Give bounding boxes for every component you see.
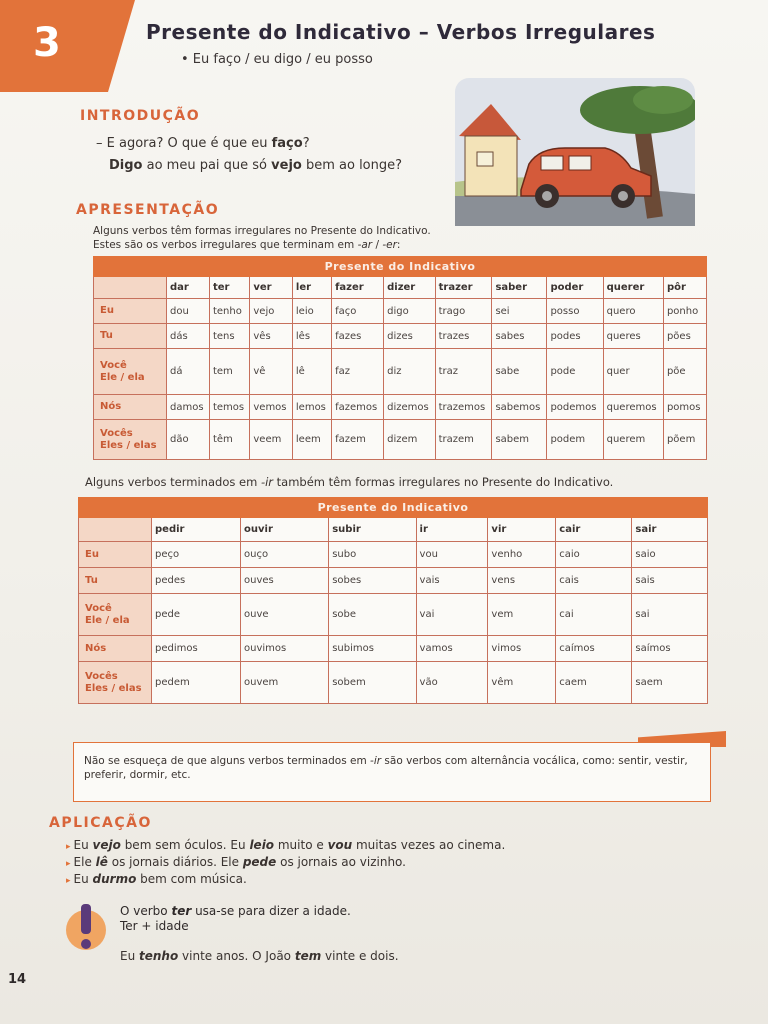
bullet-icon: ▸ [66,859,71,869]
verb-form-cell: vais [416,568,488,594]
verb-form-cell: cai [556,594,632,636]
verb-form-cell: sabes [492,324,547,349]
verb-form-cell: posso [547,299,603,324]
verb-form-cell: leio [292,299,331,324]
verb-form-cell: pede [152,594,241,636]
verb-form-cell: fazemos [332,395,384,420]
verb-header: pôr [663,277,706,299]
verb-form-cell: cais [556,568,632,594]
pronoun-cell: Você Ele / ela [79,594,152,636]
aplicacao-item: ▸ Eu vejo bem sem óculos. Eu leio muito e vou muitas vezes ao cinema. [66,838,506,852]
verb-form-cell: leem [292,420,331,460]
verb-form-cell: lês [292,324,331,349]
verb-header: ouvir [241,518,329,542]
callout-text: Não se esqueça de que alguns verbos terminados em -ir são verbos com alternância vocálica, como: sentir, vestir, preferir, dormir, etc. [84,755,688,781]
page-title: Presente do Indicativo – Verbos Irregulares [146,20,656,44]
verb-form-cell: subo [329,542,416,568]
verb-form-cell: temos [209,395,249,420]
bullet-icon: ▸ [66,842,71,852]
aplicacao-list [66,838,505,889]
verb-form-cell: lê [292,349,331,395]
verb-form-cell: podemos [547,395,603,420]
verb-form-cell: quer [603,349,663,395]
verb-form-cell: põe [663,349,706,395]
verb-form-cell: vês [250,324,293,349]
verb-form-cell: dizem [384,420,436,460]
verb-form-cell: podes [547,324,603,349]
verb-form-cell: pode [547,349,603,395]
verb-form-cell: digo [384,299,436,324]
chapter-badge [0,0,135,92]
verb-header: cair [556,518,632,542]
pronoun-cell: Nós [94,395,167,420]
verb-form-cell: ouve [241,594,329,636]
verb-table-ar-er [93,256,707,460]
verb-form-cell: dou [167,299,210,324]
verb-form-cell: diz [384,349,436,395]
verb-form-cell: vens [488,568,556,594]
verb-form-cell: sobe [329,594,416,636]
bullet-icon: ▸ [66,876,71,886]
verb-form-cell: saio [632,542,708,568]
verb-header: trazer [435,277,492,299]
verb-form-cell: sais [632,568,708,594]
verb-form-cell: sobes [329,568,416,594]
verb-form-cell: trago [435,299,492,324]
verb-header: ver [250,277,293,299]
pronoun-cell: Eu [94,299,167,324]
verb-form-cell: têm [209,420,249,460]
section-heading-apresentacao: APRESENTAÇÃO [76,202,220,218]
verb-form-cell: quero [603,299,663,324]
verb-form-cell: damos [167,395,210,420]
verb-header: pedir [152,518,241,542]
verb-form-cell: trazemos [435,395,492,420]
verb-form-cell: ouvimos [241,636,329,662]
verb-header: subir [329,518,416,542]
section-heading-aplicacao: APLICAÇÃO [49,815,152,831]
verb-form-cell: lemos [292,395,331,420]
apresentacao-text: Alguns verbos têm formas irregulares no Presente do Indicativo. Estes são os verbos irregulares que terminam em -ar / -er: [93,225,431,251]
tip-example: Eu tenho vinte anos. O João tem vinte e dois. [120,949,399,963]
verb-form-cell: pomos [663,395,706,420]
page-number: 14 [8,972,27,987]
verb-form-cell: põem [663,420,706,460]
verb-form-cell: querem [603,420,663,460]
verb-form-cell: ouves [241,568,329,594]
verb-form-cell: vêm [488,662,556,704]
verb-form-cell: ouço [241,542,329,568]
verb-form-cell: ponho [663,299,706,324]
verb-header: ir [416,518,488,542]
exclamation-icon [64,902,108,952]
page-subtitle: • Eu faço / eu digo / eu posso [181,52,373,67]
verb-header: saber [492,277,547,299]
pronoun-cell: Tu [94,324,167,349]
verb-form-cell: vemos [250,395,293,420]
dialog-line-2: Digo ao meu pai que só vejo bem ao longe? [109,158,403,173]
verb-form-cell: dizemos [384,395,436,420]
verb-form-cell: trazem [435,420,492,460]
verb-form-cell: dizes [384,324,436,349]
verb-form-cell: vê [250,349,293,395]
car-tree-illustration [455,78,695,226]
verb-form-cell: dás [167,324,210,349]
verb-form-cell: faço [332,299,384,324]
pronoun-cell: Tu [79,568,152,594]
table-corner-cell [79,518,152,542]
verb-form-cell: queres [603,324,663,349]
verb-header: poder [547,277,603,299]
verb-form-cell: dá [167,349,210,395]
pronoun-cell: Você Ele / ela [94,349,167,395]
tip-text: O verbo ter usa-se para dizer a idade. Ter + idade [120,904,351,933]
pronoun-cell: Eu [79,542,152,568]
verb-form-cell: vamos [416,636,488,662]
verb-form-cell: sei [492,299,547,324]
verb-form-cell: pões [663,324,706,349]
verb-form-cell: trazes [435,324,492,349]
verb-form-cell: fazes [332,324,384,349]
verb-table-ir [78,497,708,704]
verb-form-cell: caem [556,662,632,704]
verb-form-cell: podem [547,420,603,460]
chapter-number: 3 [33,20,61,66]
verb-form-cell: vou [416,542,488,568]
verb-form-cell: subimos [329,636,416,662]
table-corner-cell [94,277,167,299]
table-caption: Presente do Indicativo [79,498,708,518]
verb-header: vir [488,518,556,542]
intro-dialog [96,133,402,177]
verb-form-cell: queremos [603,395,663,420]
verb-form-cell: faz [332,349,384,395]
verb-form-cell: tem [209,349,249,395]
dialog-line-1: – E agora? O que é que eu faço? [96,136,310,151]
verb-form-cell: peço [152,542,241,568]
verb-form-cell: saem [632,662,708,704]
verb-form-cell: sabemos [492,395,547,420]
verb-form-cell: vem [488,594,556,636]
verb-header: dizer [384,277,436,299]
verb-form-cell: caímos [556,636,632,662]
verb-header: querer [603,277,663,299]
aplicacao-item: ▸ Eu durmo bem com música. [66,872,247,886]
verb-form-cell: veem [250,420,293,460]
verb-form-cell: vai [416,594,488,636]
pronoun-cell: Vocês Eles / elas [79,662,152,704]
section-heading-introducao: INTRODUÇÃO [80,108,201,124]
verb-form-cell: venho [488,542,556,568]
verb-form-cell: sabe [492,349,547,395]
verb-form-cell: vejo [250,299,293,324]
pronoun-cell: Vocês Eles / elas [94,420,167,460]
verb-header: dar [167,277,210,299]
ir-verbs-note: Alguns verbos terminados em -ir também têm formas irregulares no Presente do Indicativo. [85,475,614,489]
verb-form-cell: saímos [632,636,708,662]
pronoun-cell: Nós [79,636,152,662]
verb-form-cell: dão [167,420,210,460]
verb-form-cell: pedimos [152,636,241,662]
verb-header: sair [632,518,708,542]
verb-form-cell: traz [435,349,492,395]
verb-form-cell: tens [209,324,249,349]
verb-header: fazer [332,277,384,299]
verb-form-cell: ouvem [241,662,329,704]
verb-form-cell: vimos [488,636,556,662]
verb-form-cell: pedem [152,662,241,704]
verb-header: ler [292,277,331,299]
verb-form-cell: sobem [329,662,416,704]
verb-form-cell: vão [416,662,488,704]
verb-form-cell: tenho [209,299,249,324]
aplicacao-item: ▸ Ele lê os jornais diários. Ele pede os jornais ao vizinho. [66,855,406,869]
verb-form-cell: caio [556,542,632,568]
verb-form-cell: fazem [332,420,384,460]
verb-header: ter [209,277,249,299]
table-caption: Presente do Indicativo [94,257,707,277]
verb-form-cell: sabem [492,420,547,460]
verb-form-cell: sai [632,594,708,636]
verb-form-cell: pedes [152,568,241,594]
